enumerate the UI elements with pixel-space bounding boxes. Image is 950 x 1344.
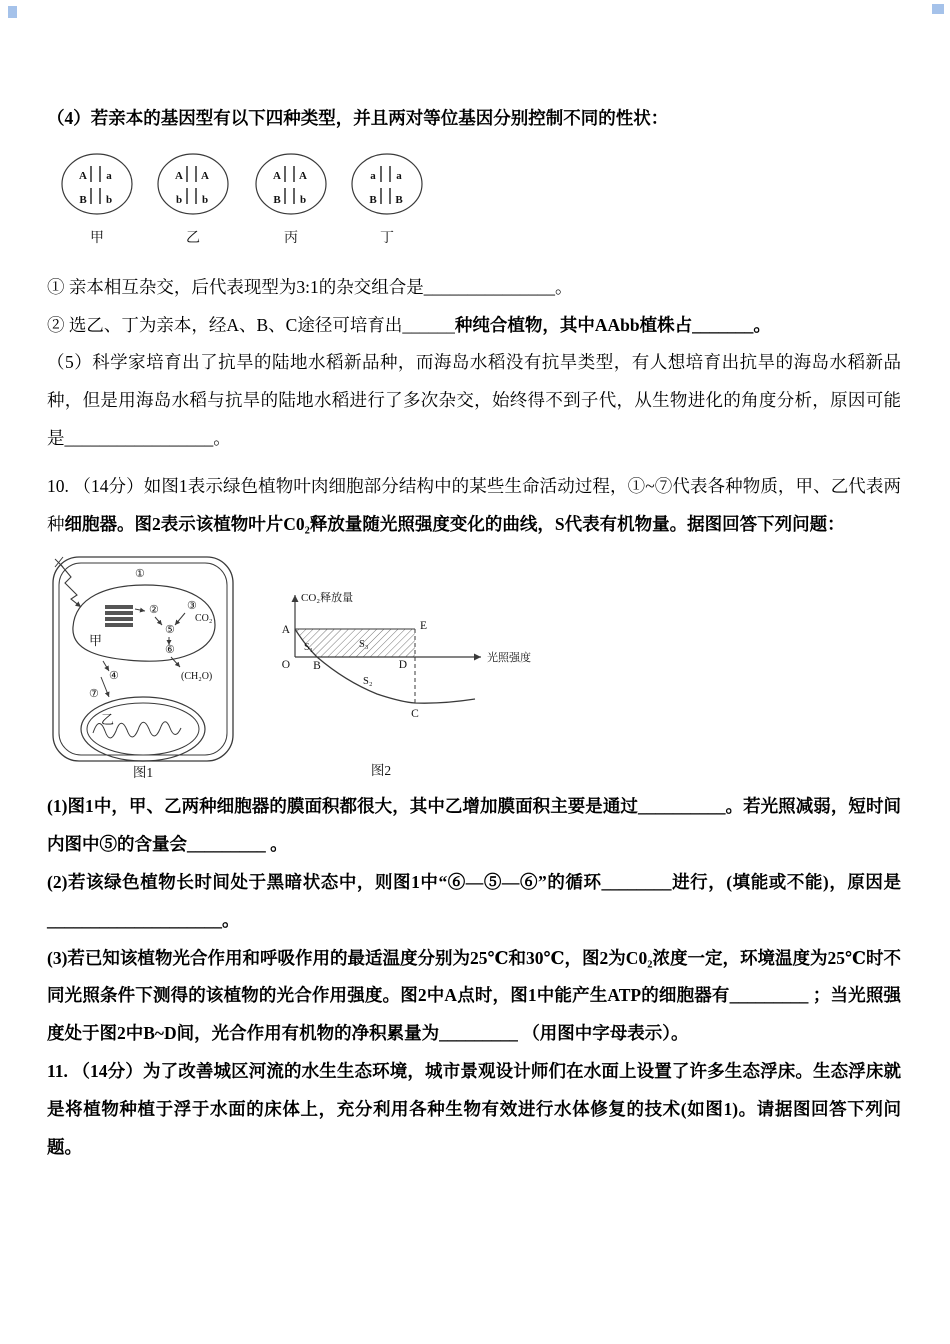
allele-label: B (273, 193, 281, 206)
substance-1-label: ① (135, 568, 145, 581)
substance-3-label: ③ (187, 600, 197, 613)
allele-label: A (299, 169, 307, 182)
q4-item-1: ① 亲本相互杂交，后代表现型为3:1的杂交组合是_______________。 (47, 276, 573, 297)
cell-outline (352, 154, 422, 214)
chloroplast-outline (73, 585, 215, 661)
cell-figure (49, 549, 239, 784)
genotype-cell-ding (352, 154, 422, 246)
allele-label: a (396, 169, 402, 182)
point-a-label: A (281, 624, 290, 637)
allele-label: A (273, 169, 281, 182)
cell-outline (158, 154, 228, 214)
allele-label: b (175, 193, 183, 206)
q11-intro-paragraph: 11. （14分）为了改善城区河流的水生生态环境，城市景观设计师们在水面上设置了许多生态浮床。生态浮床就是将植物种植于浮于水面的床体上，充分利用各种生物有效进行水体修复的技术(如图1)。请据图回答下列问题。 (47, 1060, 901, 1157)
q10-sub1-paragraph: (1)图1中，甲、乙两种细胞器的膜面积都很大，其中乙增加膜面积主要是通过__________。若光照减弱，短时间内图中⑤的含量会_________ 。 (47, 796, 901, 855)
y-axis-label: CO₂释放量 (301, 592, 354, 605)
point-c-label: C (411, 708, 419, 721)
organelle-jia-label: 甲 (89, 633, 103, 649)
q5-paragraph: （5）科学家培育出了抗旱的陆地水稻新品种，而海岛水稻没有抗旱类型，有人想培育出抗旱的海岛水稻新品种，但是用海岛水稻与抗旱的陆地水稻进行了多次杂交，始终得不到子代，从生物进化的角度分析，原因可能是_________________。 (47, 352, 901, 448)
grana-stack (105, 605, 133, 627)
q10-sub2-paragraph: (2)若该绿色植物长时间处于黑暗状态中，则图1中“⑥—⑤—⑥”的循环________进行，(填能或不能)，原因是____________________。 (47, 871, 901, 930)
allele-label: a (106, 169, 112, 182)
scan-artifact-right (932, 4, 944, 14)
mitochondrion-outer (81, 697, 205, 761)
allele-label: B (395, 193, 403, 206)
point-e-label: E (420, 620, 428, 633)
genotype-svg (53, 150, 473, 250)
substance-4-label: ④ (109, 670, 119, 683)
allele-label: A (201, 169, 209, 182)
substance-5-label: ⑤ (165, 624, 175, 637)
point-b-label: B (313, 660, 321, 673)
q10-figures (49, 549, 901, 784)
substance-6-label: ⑥ (165, 644, 175, 657)
allele-label: a (370, 169, 376, 182)
co2-label: CO₂ (195, 613, 213, 625)
genotype-figure (53, 150, 901, 255)
cell-outline (256, 154, 326, 214)
substance-7-label: ⑦ (89, 688, 99, 701)
origin-label: O (281, 659, 290, 672)
ch2o-label: (CH₂O) (181, 671, 213, 683)
cell-name-label: 丁 (380, 230, 394, 246)
q10-sub3-paragraph: (3)若已知该植物光合作用和呼吸作用的最适温度分别为25℃和30℃，图2为C0₂浓度一定，环境温度为25℃时不同光照条件下测得的该植物的光合作用强度。图2中A点时，图1中能产生ATP的细胞器有_________ ；当光照强度处于图2中B~D间，光合作用有机物的净积累量为_________ （用图中字母表示）。 (47, 947, 901, 1044)
substance-2-label: ② (149, 604, 159, 617)
genotype-cell-jia (62, 154, 132, 246)
allele-label: B (79, 193, 87, 206)
area-s2-label: S₂ (363, 676, 373, 688)
fig2-caption: 图2 (370, 763, 392, 779)
cell-name-label: 乙 (186, 230, 200, 246)
allele-label: b (201, 193, 209, 206)
point-d-label: D (398, 659, 407, 672)
q4-item-2: ② 选乙、丁为亲本，经A、B、C途径可培育出______种纯合植物，其中AAbb植株占_______。 (47, 314, 771, 335)
co2-light-chart (263, 587, 553, 779)
allele-label: A (79, 169, 87, 182)
allele-label: A (175, 169, 183, 182)
organelle-yi-label: 乙 (101, 712, 115, 728)
q4-intro-paragraph: （4）若亲本的基因型有以下四种类型，并且两对等位基因分别控制不同的性状： (47, 108, 669, 128)
area-s1-label: S₁ (304, 642, 314, 654)
cell-outline (62, 154, 132, 214)
chart-wrapper (263, 587, 553, 784)
cell-wall-outer (53, 557, 233, 761)
area-s3-label: S₃ (359, 639, 369, 651)
allele-label: b (299, 193, 307, 206)
fig1-caption: 图1 (132, 765, 154, 781)
x-axis-label: 光照强度 (487, 652, 531, 665)
allele-label: B (369, 193, 377, 206)
genotype-cell-yi (158, 154, 228, 246)
scan-artifact-left (8, 6, 17, 18)
q10-intro-paragraph: 10. （14分）如图1表示绿色植物叶肉细胞部分结构中的某些生命活动过程，①~⑦代表各种物质，甲、乙代表两种细胞器。图2表示该植物叶片C0₂释放量随光照强度变化的曲线，S代表有机物量。据图回答下列问题： (47, 475, 901, 534)
cell-name-label: 甲 (90, 230, 104, 246)
genotype-cell-bing (256, 154, 326, 246)
allele-label: b (105, 193, 113, 206)
cell-membrane (59, 563, 227, 755)
cell-name-label: 丙 (284, 230, 298, 246)
